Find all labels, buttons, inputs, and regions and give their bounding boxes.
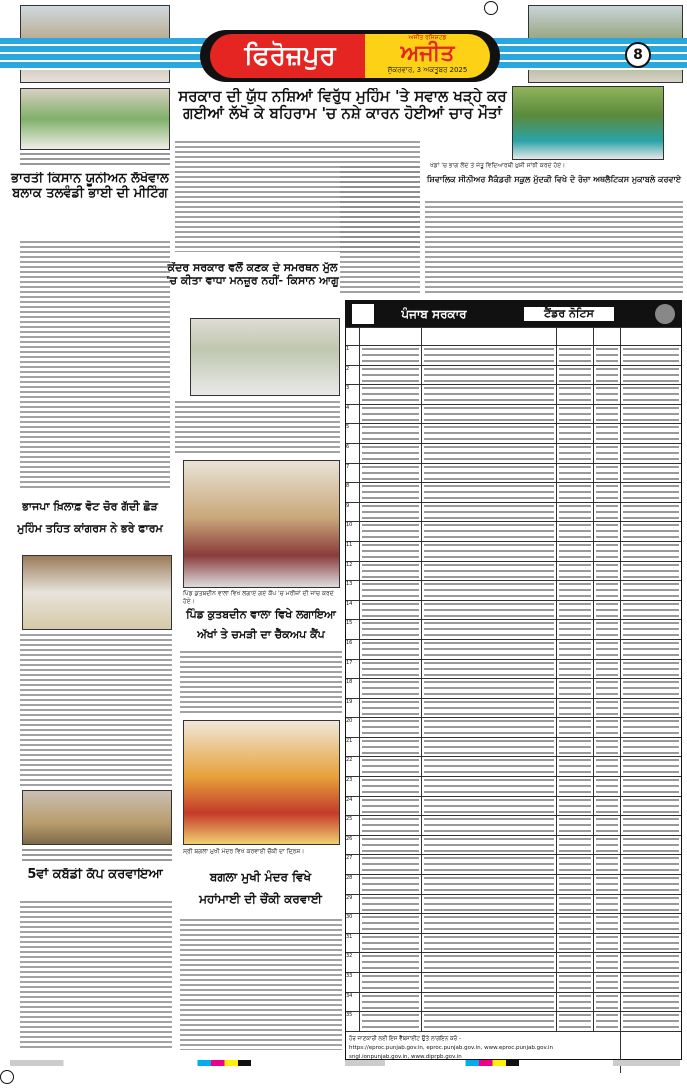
tender-cell [594, 385, 621, 404]
tender-cell [557, 640, 594, 659]
tender-cell [360, 385, 422, 404]
tender-cell [621, 855, 681, 874]
tender-serial: 12 [346, 562, 360, 581]
tender-row [346, 835, 681, 855]
tender-cell [360, 620, 422, 639]
tender-cell [594, 738, 621, 757]
tender-cell [621, 757, 681, 776]
tender-cell [594, 542, 621, 561]
bku-caption [20, 152, 170, 166]
tender-cell [594, 797, 621, 816]
bjp-story-text [20, 633, 172, 788]
tender-cell [422, 993, 557, 1012]
tender-cell [621, 836, 681, 855]
tender-cell [594, 562, 621, 581]
tender-cell [621, 405, 681, 424]
tender-cell [422, 934, 557, 953]
tender-cell [557, 738, 594, 757]
tender-cell [621, 953, 681, 972]
tender-cell [422, 855, 557, 874]
tender-cell [621, 679, 681, 698]
tender-cell [557, 620, 594, 639]
tender-cell [422, 620, 557, 639]
camp-story-text [180, 650, 342, 715]
tender-serial: 4 [346, 405, 360, 424]
tender-cell [360, 679, 422, 698]
tender-cell [360, 934, 422, 953]
tender-cell [422, 424, 557, 443]
tender-row [346, 365, 681, 385]
kabaddi-photo [22, 790, 172, 845]
tender-cell [557, 366, 594, 385]
tender-serial: 8 [346, 483, 360, 502]
tender-cell [360, 757, 422, 776]
tender-cell [422, 738, 557, 757]
tender-serial: 30 [346, 914, 360, 933]
tender-cell [594, 895, 621, 914]
tender-cell [422, 346, 557, 365]
tender-cell [621, 424, 681, 443]
tender-cell [621, 660, 681, 679]
tender-cell [360, 993, 422, 1012]
tender-header-row [346, 327, 681, 345]
dipr-logo-icon [655, 304, 675, 324]
tender-cell [594, 366, 621, 385]
tender-cell [621, 601, 681, 620]
tender-cell [557, 777, 594, 796]
tender-serial: 26 [346, 836, 360, 855]
tender-serial: 15 [346, 620, 360, 639]
tender-cell [360, 836, 422, 855]
tender-row [346, 678, 681, 698]
tender-row [346, 717, 681, 737]
tender-cell [557, 855, 594, 874]
tender-cell [557, 542, 594, 561]
tender-serial: 22 [346, 757, 360, 776]
tender-cell [621, 385, 681, 404]
tender-cell [360, 875, 422, 894]
tender-cell [621, 346, 681, 365]
tender-cell [621, 640, 681, 659]
tender-cell [557, 581, 594, 600]
tender-row [346, 698, 681, 718]
tender-cell [557, 973, 594, 992]
tender-cell [360, 1012, 422, 1031]
tender-cell [621, 620, 681, 639]
tender-serial: 7 [346, 464, 360, 483]
tender-serial: 19 [346, 699, 360, 718]
tender-cell [422, 797, 557, 816]
tender-cell [557, 836, 594, 855]
tender-cell [360, 895, 422, 914]
tender-row [346, 384, 681, 404]
tender-cell [594, 777, 621, 796]
tender-cell [360, 503, 422, 522]
tender-cell [422, 836, 557, 855]
tender-row [346, 482, 681, 502]
tender-row [346, 423, 681, 443]
tender-serial: 31 [346, 934, 360, 953]
tender-cell [621, 581, 681, 600]
tender-cell [422, 914, 557, 933]
tender-footer: ਹੋਰ ਜਾਣਕਾਰੀ ਲਈ ਇਸ ਵੈੱਬਸਾਈਟ ਉਤੇ ਲਾਗਇਨ ਕਰੋ - https://eproc.punjab.gov.in, eproc.punjab.gov.in, www.eproc.punjab.gov.in sngl.ionpunjab.gov.in, www.diprpb.gov.in [346, 1031, 681, 1073]
tender-cell [360, 855, 422, 874]
tender-row [346, 952, 681, 972]
tender-rows [346, 345, 681, 1031]
tender-cell [360, 542, 422, 561]
tender-cell [594, 934, 621, 953]
tender-row [346, 776, 681, 796]
tender-row [346, 541, 681, 561]
masthead [200, 30, 500, 82]
tender-cell [360, 914, 422, 933]
tender-cell [557, 895, 594, 914]
temple-headline: ਬਗਲਾ ਮੁਖੀ ਮੰਦਰ ਵਿਖੇ ਮਹਾਂਮਾਈ ਦੀ ਚੌਂਕੀ ਕਰਵਾਈ [199, 870, 322, 906]
tender-cell [557, 464, 594, 483]
wheat-headline: ਕੇਂਦਰ ਸਰਕਾਰ ਵਲੋਂ ਕਣਕ ਦੇ ਸਮਰਥਨ ਮੁੱਲ 'ਚ ਕੀਤਾ ਵਾਧਾ ਮਨਜ਼ੂਰ ਨਹੀਂ- ਕਿਸਾਨ ਆਗੂ [166, 262, 339, 287]
tender-cell [557, 993, 594, 1012]
tender-cell [621, 797, 681, 816]
tender-row [346, 443, 681, 463]
tender-cell [594, 660, 621, 679]
tender-cell [621, 738, 681, 757]
tender-cell [422, 679, 557, 698]
tender-row [346, 521, 681, 541]
tender-cell [422, 542, 557, 561]
tender-serial: 1 [346, 346, 360, 365]
tender-row [346, 502, 681, 522]
tender-cell [360, 366, 422, 385]
tender-serial: 34 [346, 993, 360, 1012]
tender-cell [621, 895, 681, 914]
tender-cell [594, 757, 621, 776]
tender-cell [360, 346, 422, 365]
medical-camp-photo [183, 460, 340, 588]
tender-row [346, 1011, 681, 1031]
bku-headline: ਭਾਰਤੀ ਕਿਸਾਨ ਯੂਨੀਅਨ ਲੱਖੋਵਾਲ ਬਲਾਕ ਤਲਵੰਡੀ ਭਾਈ ਦੀ ਮੀਟਿੰਗ [11, 172, 169, 201]
kabaddi-story-text [20, 900, 172, 1050]
kabaddi-caption [22, 848, 172, 862]
tender-serial: 18 [346, 679, 360, 698]
tender-serial: 9 [346, 503, 360, 522]
tender-serial: 14 [346, 601, 360, 620]
tender-cell [422, 640, 557, 659]
tender-cell [360, 581, 422, 600]
tender-cell [422, 953, 557, 972]
crop-mark-icon [0, 1070, 14, 1084]
tender-cell [621, 777, 681, 796]
tender-cell [621, 914, 681, 933]
tender-row [346, 874, 681, 894]
tender-cell [422, 973, 557, 992]
tender-cell [557, 914, 594, 933]
tender-cell [557, 562, 594, 581]
tender-cell [594, 973, 621, 992]
tender-cell [422, 757, 557, 776]
tender-serial: 10 [346, 522, 360, 541]
tender-cell [557, 385, 594, 404]
page-number: 8 [625, 42, 651, 68]
tender-cell [360, 444, 422, 463]
tender-row [346, 345, 681, 365]
tender-cell [594, 699, 621, 718]
tender-cell [621, 934, 681, 953]
congress-photo [22, 555, 172, 630]
tender-cell [422, 1012, 557, 1031]
tender-cell [422, 777, 557, 796]
tender-cell [594, 816, 621, 835]
tender-title: ਟੈਂਡਰ ਨੋਟਿਸ [524, 307, 614, 321]
tender-cell [621, 816, 681, 835]
tender-serial: 28 [346, 875, 360, 894]
tender-cell [557, 522, 594, 541]
tender-cell [360, 562, 422, 581]
tender-cell [422, 503, 557, 522]
school-story-text [425, 200, 683, 295]
tender-cell [594, 855, 621, 874]
tender-cell [360, 777, 422, 796]
tender-serial: 2 [346, 366, 360, 385]
tender-cell [621, 875, 681, 894]
tender-row [346, 796, 681, 816]
tender-cell [621, 366, 681, 385]
masthead-brand: ਅਜੀਤ [400, 41, 455, 66]
tender-row [346, 913, 681, 933]
tender-cell [360, 405, 422, 424]
tender-row [346, 580, 681, 600]
main-headline: ਸਰਕਾਰ ਦੀ ਯੁੱਧ ਨਸ਼ਿਆਂ ਵਿਰੁੱਧ ਮੁਹਿੰਮ 'ਤੇ ਸਵਾਲ ਖੜ੍ਹੇ ਕਰ ਗਈਆਂ ਲੱਖੋ ਕੇ ਬਹਿਰਾਮ 'ਚ ਨਸ਼ੇ ਕਾਰਨ ਹੋਈਆਂ ਚਾਰ ਮੌਤਾਂ [178, 88, 507, 123]
tender-serial: 29 [346, 895, 360, 914]
tender-cell [594, 405, 621, 424]
tender-notice [345, 300, 682, 1060]
tender-cell [360, 424, 422, 443]
tender-cell [360, 483, 422, 502]
tender-serial: 32 [346, 953, 360, 972]
camp-caption: ਪਿੰਡ ਕੁਤਬਦੀਨ ਵਾਲਾ ਵਿਖੇ ਲਗਾਏ ਗਏ ਕੈਂਪ 'ਚ ਮਰੀਜ਼ਾਂ ਦੀ ਜਾਂਚ ਕਰਦੇ ਹੋਏ। [183, 590, 334, 605]
masthead-supplement: ਅਜੀਤ ਰਜਿਸ਼ਟਡ [408, 34, 447, 41]
tender-cell [621, 718, 681, 737]
tender-cell [422, 660, 557, 679]
tender-serial: 20 [346, 718, 360, 737]
tender-cell [422, 581, 557, 600]
tender-cell [422, 444, 557, 463]
tender-cell [557, 875, 594, 894]
tender-cell [360, 718, 422, 737]
tender-cell [594, 424, 621, 443]
tender-cell [621, 464, 681, 483]
masthead-city: ਫਿਰੋਜ਼ਪੁਰ [210, 34, 370, 78]
tender-cell [360, 522, 422, 541]
tender-cell [621, 562, 681, 581]
tender-cell [594, 620, 621, 639]
tender-cell [621, 973, 681, 992]
main-story-text-cont [340, 165, 420, 295]
tender-cell [557, 699, 594, 718]
tender-cell [360, 973, 422, 992]
tender-govt: ਪੰਜਾਬ ਸਰਕਾਰ [401, 306, 467, 321]
tender-cell [594, 875, 621, 894]
tender-cell [621, 993, 681, 1012]
school-headline: ਸ਼ਿਵਾਲਿਕ ਸੀਨੀਅਰ ਸੈਕੰਡਰੀ ਸਕੂਲ ਮੁੱਦਕੀ ਵਿਖੇ ਦੋ ਰੋਜ਼ਾ ਅਥਲੈਟਿਕਸ ਮੁਕਾਬਲੇ ਕਰਵਾਏ [426, 175, 682, 184]
tender-row [346, 659, 681, 679]
tender-serial: 6 [346, 444, 360, 463]
tender-row [346, 619, 681, 639]
tender-row [346, 737, 681, 757]
tender-cell [422, 718, 557, 737]
tender-cell [594, 346, 621, 365]
tender-cell [621, 542, 681, 561]
tender-serial: 27 [346, 855, 360, 874]
tender-cell [594, 581, 621, 600]
tender-cell [557, 483, 594, 502]
tender-cell [621, 1012, 681, 1031]
punjab-emblem-icon [352, 304, 374, 324]
tender-row [346, 639, 681, 659]
tender-cell [557, 424, 594, 443]
tender-cell [557, 934, 594, 953]
tender-cell [621, 444, 681, 463]
tender-serial: 3 [346, 385, 360, 404]
tender-cell [360, 738, 422, 757]
masthead-date: ਸ਼ੁੱਕਰਵਾਰ, 3 ਅਕਤੂਬਰ 2025 [387, 66, 468, 74]
temple-story-text [180, 918, 342, 1050]
tender-cell [360, 816, 422, 835]
tender-serial: 17 [346, 660, 360, 679]
bku-photo [20, 88, 170, 150]
tender-cell [594, 679, 621, 698]
bjp-headline: ਭਾਜਪਾ ਖ਼ਿਲਾਫ਼ ਵੋਟ ਚੋਰ ਗੱਦੀ ਛੋੜ ਮੁਹਿੰਮ ਤਹਿਤ ਕਾਂਗਰਸ ਨੇ ਭਰੇ ਫਾਰਮ [17, 500, 163, 535]
tender-cell [621, 522, 681, 541]
tender-serial: 24 [346, 797, 360, 816]
color-registration-bar [10, 1060, 680, 1066]
tender-cell [594, 1012, 621, 1031]
tender-cell [360, 464, 422, 483]
tender-serial: 11 [346, 542, 360, 561]
kabaddi-headline: 5ਵਾਂ ਕਬੱਡੀ ਕੱਪ ਕਰਵਾਇਆ [27, 868, 163, 882]
tender-cell [422, 522, 557, 541]
tender-cell [594, 914, 621, 933]
tender-cell [422, 366, 557, 385]
tender-cell [360, 601, 422, 620]
tender-cell [557, 660, 594, 679]
tender-cell [557, 444, 594, 463]
tender-serial: 33 [346, 973, 360, 992]
tender-cell [360, 699, 422, 718]
tender-cell [422, 385, 557, 404]
tender-cell [422, 895, 557, 914]
tender-cell [594, 522, 621, 541]
tender-row [346, 933, 681, 953]
tender-row [346, 600, 681, 620]
tender-row [346, 404, 681, 424]
tender-cell [594, 444, 621, 463]
tender-cell [557, 405, 594, 424]
tender-cell [422, 601, 557, 620]
tender-cell [422, 405, 557, 424]
tender-cell [422, 562, 557, 581]
tender-cell [621, 483, 681, 502]
school-athletics-photo [512, 86, 664, 160]
tender-cell [557, 1012, 594, 1031]
tender-row [346, 992, 681, 1012]
tender-cell [360, 640, 422, 659]
tender-serial: 5 [346, 424, 360, 443]
tender-serial: 13 [346, 581, 360, 600]
tender-cell [621, 699, 681, 718]
tender-cell [422, 816, 557, 835]
tender-cell [594, 718, 621, 737]
tender-cell [557, 953, 594, 972]
tender-cell [557, 816, 594, 835]
temple-caption: ਸ੍ਰੀ ਬਗਲਾ ਮੁਖੀ ਮੰਦਰ ਵਿਖੇ ਕਰਵਾਈ ਚੌਂਕੀ ਦਾ ਦ੍ਰਿਸ਼। [183, 848, 305, 855]
tender-cell [422, 699, 557, 718]
tender-cell [594, 464, 621, 483]
tender-row [346, 756, 681, 776]
tender-cell [594, 640, 621, 659]
tender-cell [557, 718, 594, 737]
tender-cell [594, 953, 621, 972]
wheat-story-text [175, 400, 340, 455]
tender-cell [557, 757, 594, 776]
tender-cell [422, 875, 557, 894]
tender-row [346, 463, 681, 483]
tender-cell [594, 483, 621, 502]
camp-headline: ਪਿੰਡ ਕੁਤਬਦੀਨ ਵਾਲਾ ਵਿਖੇ ਲਗਾਇਆ ਅੱਖਾਂ ਤੇ ਚਮੜੀ ਦਾ ਚੈੱਕਅਪ ਕੈਂਪ [186, 608, 336, 641]
crop-mark-icon [484, 1, 498, 15]
tender-row [346, 815, 681, 835]
tender-cell [621, 503, 681, 522]
bku-story-text [20, 240, 170, 490]
tender-cell [360, 953, 422, 972]
tender-cell [422, 464, 557, 483]
tender-serial: 23 [346, 777, 360, 796]
tender-cell [594, 503, 621, 522]
tender-cell [594, 993, 621, 1012]
tender-cell [360, 660, 422, 679]
tender-cell [360, 797, 422, 816]
tender-cell [557, 503, 594, 522]
tender-row [346, 561, 681, 581]
tender-cell [557, 601, 594, 620]
tender-serial: 16 [346, 640, 360, 659]
school-caption: ਖੇਡਾਂ 'ਚ ਭਾਗ ਲੈਂਦੇ ਤੇ ਜੇਤੂ ਵਿਦਿਆਰਥੀ ਖ਼ੁਸ਼ੀ ਸਾਂਝੀ ਕਰਦੇ ਹੋਏ। [430, 162, 566, 169]
tender-serial: 25 [346, 816, 360, 835]
tender-serial: 35 [346, 1012, 360, 1031]
tender-cell [422, 483, 557, 502]
tender-cell [557, 797, 594, 816]
tender-cell [594, 836, 621, 855]
temple-photo [183, 720, 340, 845]
tender-row [346, 894, 681, 914]
tender-row [346, 972, 681, 992]
tender-cell [594, 601, 621, 620]
tender-serial: 21 [346, 738, 360, 757]
tender-row [346, 854, 681, 874]
tender-cell [557, 679, 594, 698]
tender-cell [557, 346, 594, 365]
farmer-leaders-photo [190, 318, 340, 396]
